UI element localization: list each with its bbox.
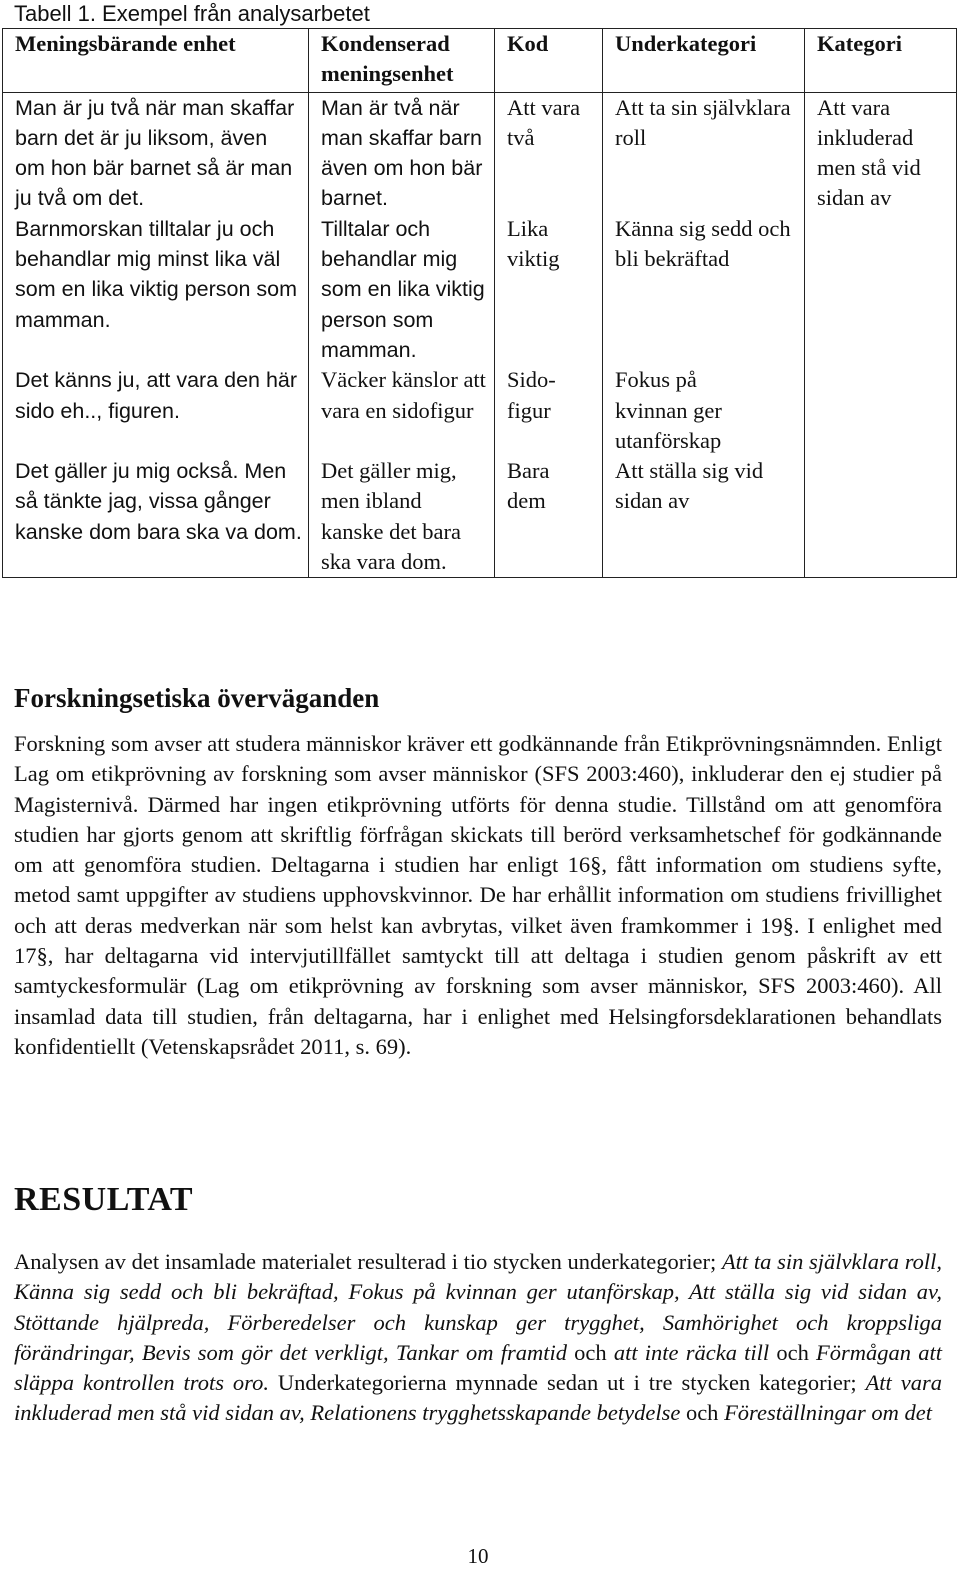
- cell-kod: Att vara två: [495, 92, 603, 214]
- header-underkategori: Underkategori: [603, 29, 805, 93]
- connector-text: och: [566, 1339, 614, 1365]
- header-meningsbarande-enhet: Meningsbärande enhet: [3, 29, 309, 93]
- subcategory-italic: Förmågan att släppa kontrollen trots oro.: [14, 1339, 942, 1396]
- cell-kondenserad: Det gäller mig, men ibland kanske det bara ska vara dom.: [309, 456, 495, 578]
- results-mid-text: Underkategorierna mynnade sedan ut i tre stycken kategorier;: [268, 1370, 866, 1396]
- ethics-heading: Forskningsetiska överväganden: [14, 683, 380, 713]
- table-caption: Tabell 1. Exempel från analysarbetet: [14, 1, 370, 26]
- cell-meningsbarande-enhet: Det gäller ju mig också. Men så tänkte jag, vissa gånger kanske dom bara ska va dom.: [3, 456, 309, 578]
- connector-text: och: [769, 1339, 817, 1365]
- cell-kondenserad: Tilltalar och behandlar mig som en lika viktig person som mamman.: [309, 214, 495, 365]
- header-kod: Kod: [495, 29, 603, 93]
- cell-underkategori: Att ställa sig vid sidan av: [603, 456, 805, 578]
- subcategory-italic: att inte räcka till: [613, 1339, 770, 1365]
- header-kategori: Kategori: [805, 29, 957, 93]
- cell-underkategori: Att ta sin självklara roll: [603, 92, 805, 214]
- cell-meningsbarande-enhet: Det känns ju, att vara den här sido eh.., figuren.: [3, 365, 309, 456]
- cell-meningsbarande-enhet: Man är ju två när man skaffar barn det är ju liksom, även om hon bär barnet så är man ju två om det.: [3, 92, 309, 214]
- cell-kod: Sido-figur: [495, 365, 603, 456]
- results-heading: RESULTAT: [14, 1181, 194, 1218]
- cell-kod: Lika viktig: [495, 214, 603, 365]
- category-list-italic: Att vara inkluderad men stå vid sidan av, Relationens trygghetsskapande betydelse: [14, 1370, 942, 1426]
- table-row: [3, 92, 957, 214]
- subcategory-list-italic: Att ta sin självklara roll, Känna sig sedd och bli bekräftad, Fokus på kvinnan ger utanförskap, Att ställa sig vid sidan av, Stöttande hjälpreda, Förberedelser och kunskap ger trygghet, Samhörighet och kroppsliga förändringar, Bevis som gör det verkligt, Tankar om framtid: [14, 1249, 943, 1365]
- cell-kategori: Att vara inkluderad men stå vid sidan av: [805, 92, 957, 578]
- cell-kondenserad: Man är två när man skaffar barn även om hon bär barnet.: [309, 92, 495, 214]
- results-paragraph: [14, 1247, 942, 1429]
- page-number: 10: [467, 1544, 489, 1568]
- analysis-table: [2, 28, 957, 578]
- cell-meningsbarande-enhet: Barnmorskan tilltalar ju och behandlar mig minst lika väl som en lika viktig person som mamman.: [3, 214, 309, 365]
- ethics-paragraph: Forskning som avser att studera människor kräver ett godkännande från Etikprövningsnämnden. Enligt Lag om etikprövning av forskning som avser människor (SFS 2003:460), inkluderar den ej studier på Magisternivå. Därmed har ingen etikprövning utförts för denna studie. Tillstånd om att genomföra studien har gjorts genom att skriftlig förfrågan skickats till berörd verksamhetschef för godkännande om att genomföra studien. Deltagarna i studien har enligt 16§, fått information om studiens syfte, metod samt uppgifter av studiens upphovskvinnor. De har erhållit information om studiens frivillighet och att deras medverkan när som helst kan avbrytas, vilket även framkommer i 19§. I enlighet med 17§, har deltagarna vid intervjutillfället samtyckt till att deltaga i studien genom påskrift av ett samtyckesformulär (Lag om etikprövning av forskning som avser människor, SFS 2003:460). All insamlad data till studien, från deltagarna, har i enlighet med Helsingforsdeklarationen behandlats konfidentiellt (Vetenskapsrådet 2011, s. 69).: [14, 731, 942, 1059]
- connector-text: och: [680, 1400, 725, 1426]
- cell-underkategori: Fokus på kvinnan ger utanförskap: [603, 365, 805, 456]
- cell-kondenserad: Väcker känslor att vara en sidofigur: [309, 365, 495, 456]
- header-kondenserad-meningsenhet: Kondenserad meningsenhet: [309, 29, 495, 93]
- cell-underkategori: Känna sig sedd och bli bekräftad: [603, 214, 805, 365]
- results-intro-text: Analysen av det insamlade materialet resulterad i tio stycken underkategorier;: [14, 1249, 722, 1274]
- cell-kod: Bara dem: [495, 456, 603, 578]
- category-italic: Föreställningar om det: [724, 1400, 932, 1426]
- table-header-row: [3, 29, 957, 93]
